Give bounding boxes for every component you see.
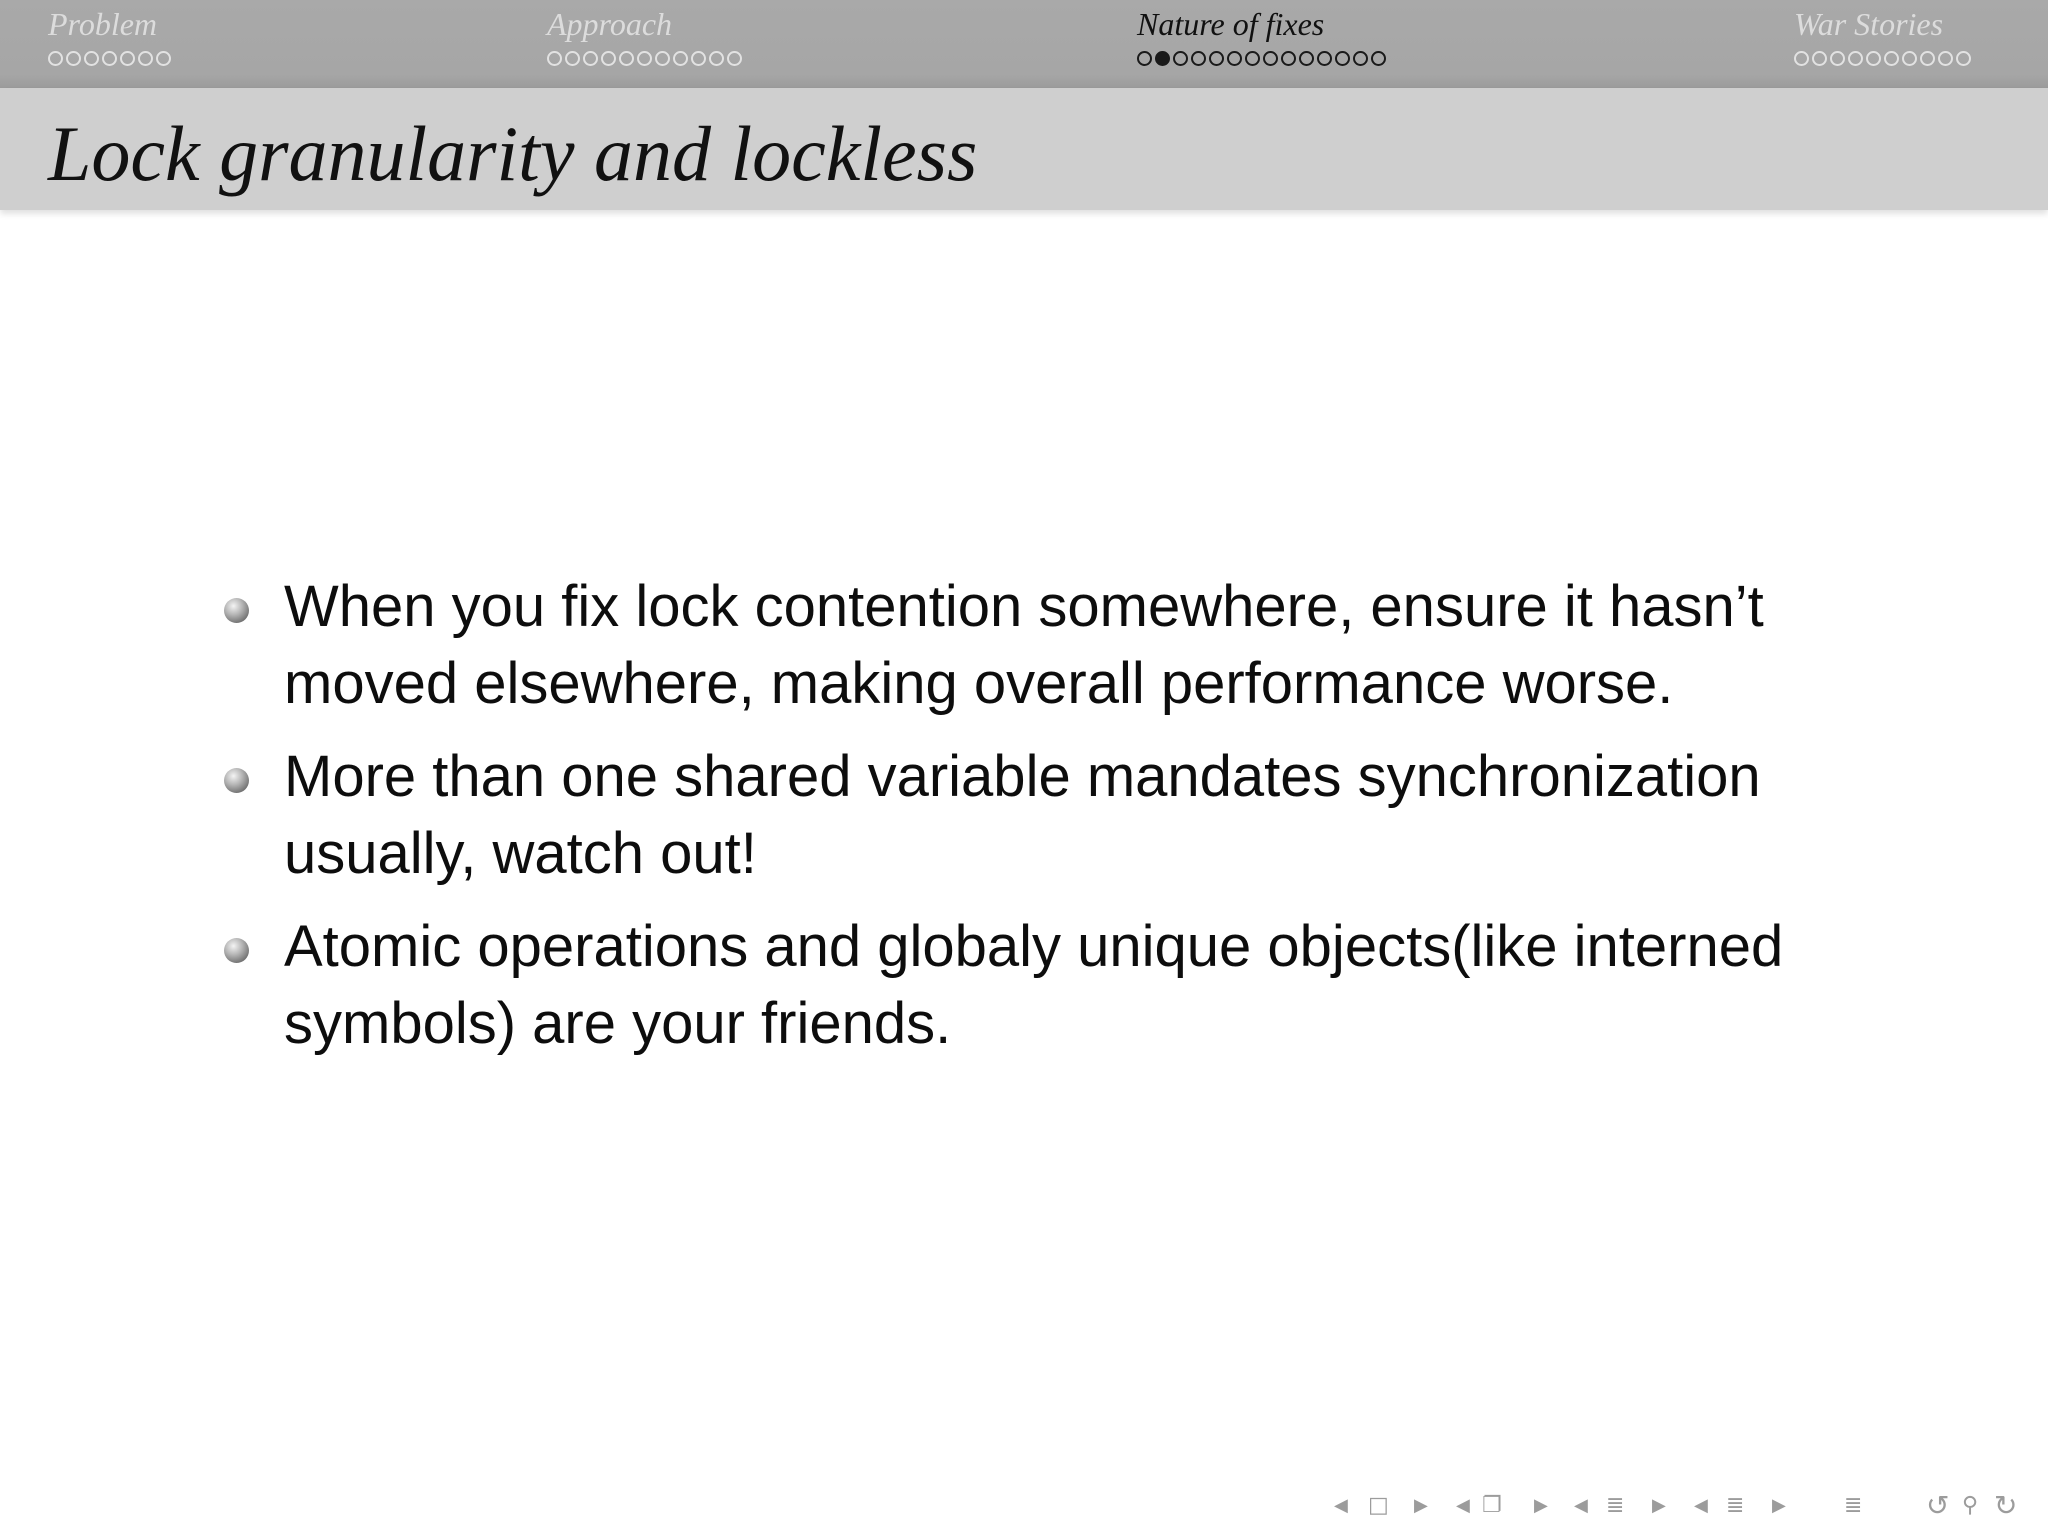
nav-slide-dot[interactable]	[691, 51, 706, 66]
nav-slide-dot[interactable]	[1263, 51, 1278, 66]
slide-icon[interactable]: □	[1368, 1493, 1389, 1518]
nav-slide-dots	[547, 51, 742, 66]
nav-slide-dot[interactable]	[1227, 51, 1242, 66]
nav-slide-dot[interactable]	[619, 51, 634, 66]
nav-section-label[interactable]: War Stories	[1794, 6, 1944, 42]
nav-slide-dot[interactable]	[1866, 51, 1881, 66]
section-icon[interactable]: ≣	[1726, 1493, 1745, 1518]
nav-slide-dot[interactable]	[1335, 51, 1350, 66]
nav-section-label[interactable]: Approach	[547, 6, 673, 42]
nav-slide-dot[interactable]	[1884, 51, 1899, 66]
nav-slide-dot-current[interactable]	[1155, 51, 1170, 66]
nav-slide-dot[interactable]	[1956, 51, 1971, 66]
prev-frame-icon[interactable]: ◀	[1456, 1495, 1470, 1516]
nav-slide-dots	[48, 51, 171, 66]
nav-slide-dot[interactable]	[1848, 51, 1863, 66]
nav-section-label[interactable]: Problem	[48, 6, 158, 42]
section-navigation	[0, 0, 2048, 88]
nav-slide-dot[interactable]	[673, 51, 688, 66]
next-slide-icon[interactable]: ▶	[1414, 1495, 1428, 1516]
nav-slide-dot[interactable]	[1371, 51, 1386, 66]
nav-slide-dot[interactable]	[66, 51, 81, 66]
nav-slide-dot[interactable]	[138, 51, 153, 66]
nav-slide-dot[interactable]	[709, 51, 724, 66]
bullet-item	[220, 908, 1880, 1062]
nav-slide-dot[interactable]	[156, 51, 171, 66]
bullet-ball-icon	[224, 768, 249, 793]
nav-slide-dot[interactable]	[583, 51, 598, 66]
nav-slide-dot[interactable]	[601, 51, 616, 66]
nav-slide-dot[interactable]	[1137, 51, 1152, 66]
nav-slide-dot[interactable]	[637, 51, 652, 66]
nav-slide-dot[interactable]	[1812, 51, 1827, 66]
nav-slide-dot[interactable]	[1317, 51, 1332, 66]
prev-slide-icon[interactable]: ◀	[1334, 1495, 1348, 1516]
nav-slide-dot[interactable]	[1920, 51, 1935, 66]
nav-slide-dot[interactable]	[1245, 51, 1260, 66]
nav-section-label[interactable]: Nature of fixes	[1137, 6, 1325, 42]
nav-slide-dot[interactable]	[1299, 51, 1314, 66]
search-icon[interactable]: ⚲	[1962, 1493, 1979, 1518]
nav-slide-dot[interactable]	[1794, 51, 1809, 66]
next-section-icon[interactable]: ▶	[1772, 1495, 1786, 1516]
frame-title-bar	[0, 88, 2048, 210]
bullet-item	[220, 568, 1880, 722]
nav-slide-dot[interactable]	[1353, 51, 1368, 66]
nav-slide-dots	[1794, 51, 1971, 66]
toc-icon[interactable]: ≣	[1844, 1493, 1863, 1518]
redo-icon[interactable]: ↻	[1994, 1489, 2018, 1522]
nav-slide-dot[interactable]	[1281, 51, 1296, 66]
slide-content	[220, 568, 1880, 1078]
undo-icon[interactable]: ↺	[1926, 1489, 1950, 1522]
nav-slide-dots	[1137, 51, 1386, 66]
nav-slide-dot[interactable]	[565, 51, 580, 66]
next-subsection-icon[interactable]: ▶	[1652, 1495, 1666, 1516]
bullet-ball-icon	[224, 598, 249, 623]
subsection-icon[interactable]: ≣	[1606, 1493, 1625, 1518]
bullet-list	[220, 568, 1880, 1062]
nav-slide-dot[interactable]	[1830, 51, 1845, 66]
bullet-text: More than one shared variable mandates synchronization usually, watch out!	[284, 744, 1761, 886]
nav-slide-dot[interactable]	[1902, 51, 1917, 66]
bullet-ball-icon	[224, 938, 249, 963]
nav-slide-dot[interactable]	[1938, 51, 1953, 66]
frame-icon[interactable]: ❐	[1482, 1493, 1502, 1518]
frame-title: Lock granularity and lockless	[48, 110, 978, 197]
bullet-text: When you fix lock contention somewhere, ensure it hasn’t moved elsewhere, making overall performance worse.	[284, 574, 1764, 716]
nav-slide-dot[interactable]	[102, 51, 117, 66]
next-frame-icon[interactable]: ▶	[1534, 1495, 1548, 1516]
nav-slide-dot[interactable]	[547, 51, 562, 66]
nav-slide-dot[interactable]	[1191, 51, 1206, 66]
beamer-navigation-symbols	[0, 1488, 2048, 1524]
nav-slide-dot[interactable]	[120, 51, 135, 66]
nav-slide-dot[interactable]	[1173, 51, 1188, 66]
prev-section-icon[interactable]: ◀	[1694, 1495, 1708, 1516]
bullet-text: Atomic operations and globaly unique objects(like interned symbols) are your friends.	[284, 914, 1784, 1056]
bullet-item	[220, 738, 1880, 892]
prev-subsection-icon[interactable]: ◀	[1574, 1495, 1588, 1516]
nav-slide-dot[interactable]	[655, 51, 670, 66]
nav-slide-dot[interactable]	[727, 51, 742, 66]
nav-slide-dot[interactable]	[1209, 51, 1224, 66]
nav-slide-dot[interactable]	[84, 51, 99, 66]
nav-slide-dot[interactable]	[48, 51, 63, 66]
